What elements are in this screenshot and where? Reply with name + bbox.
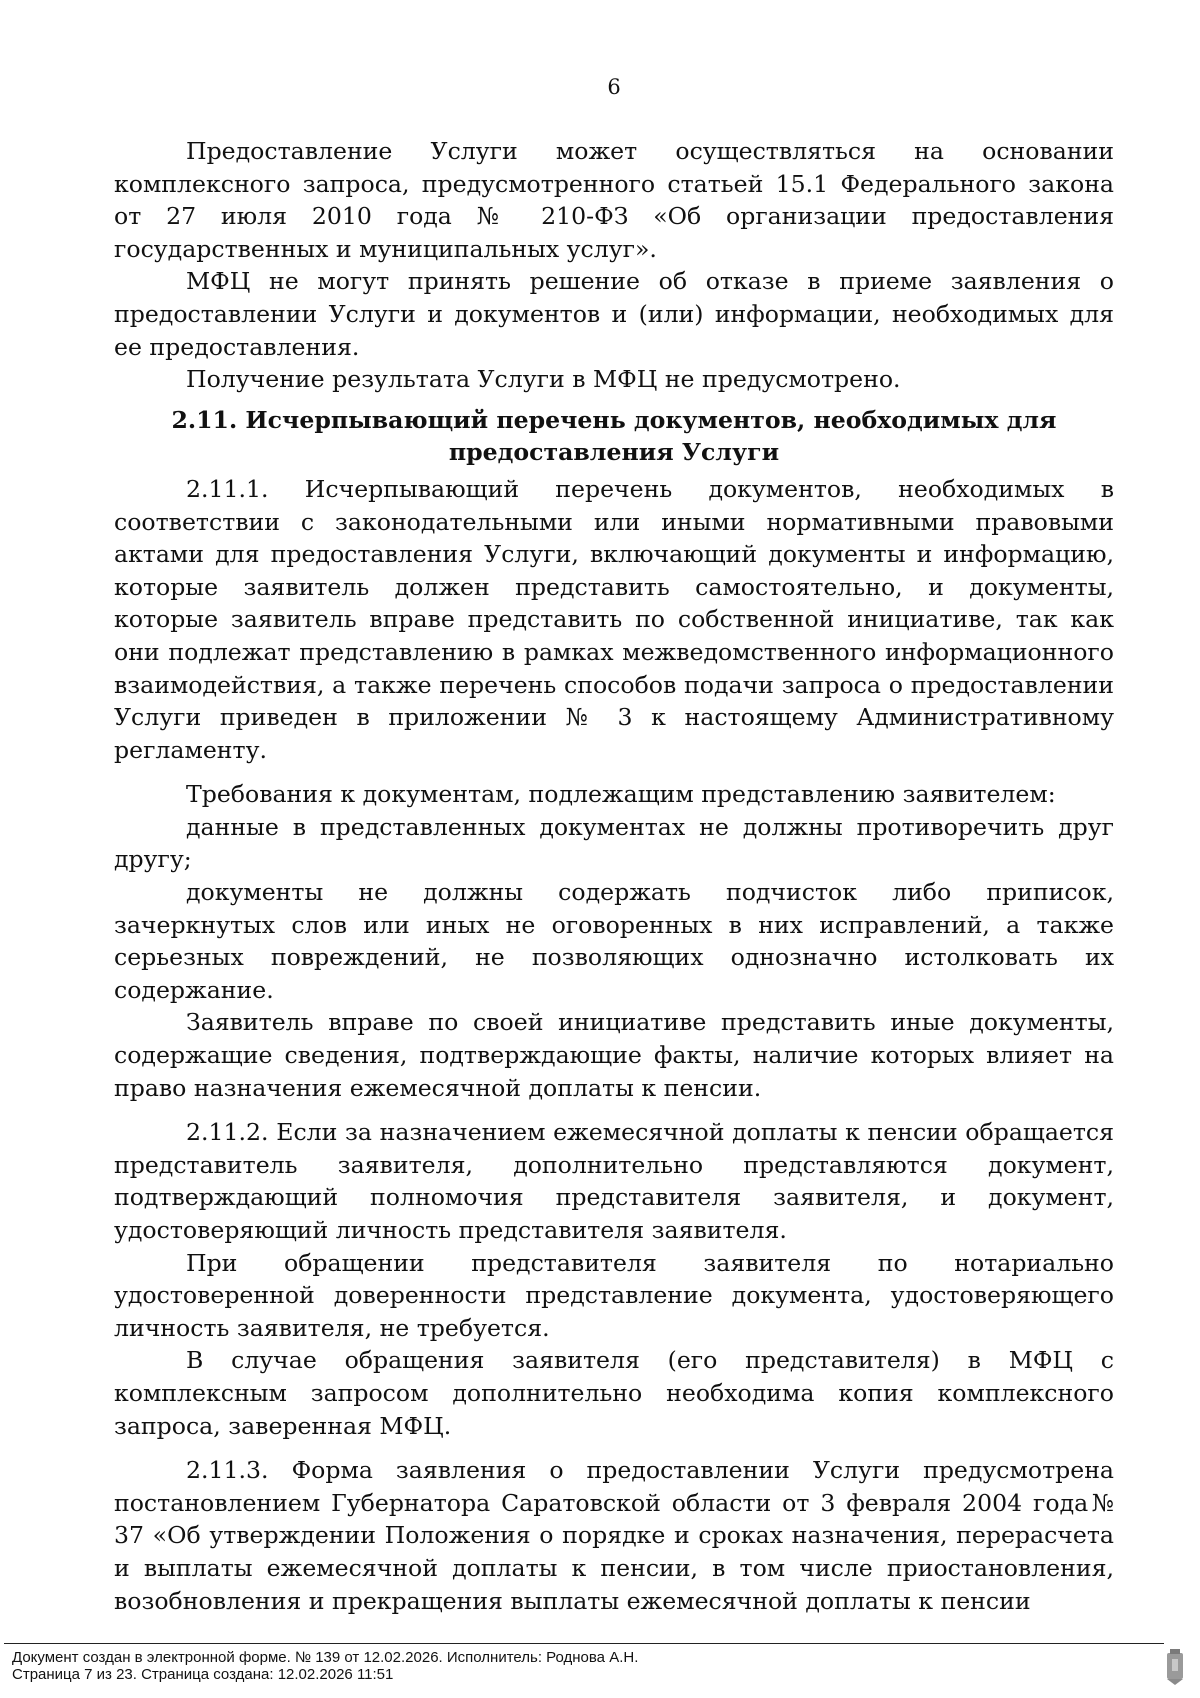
paragraph-mfc-refusal: МФЦ не могут принять решение об отказе в приеме заявления о предоставлении Услуги и документов и (или) информации, необходимых для ее предоставления. — [114, 267, 1114, 361]
page-number: 6 — [607, 75, 621, 99]
footer-page-info: Страница 7 из 23. Страница создана: 12.02.2026 11:51 — [12, 1666, 394, 1683]
paragraph-2-11-3: 2.11.3. Форма заявления о предоставлении Услуги предусмотрена постановлением Губернатора Саратовской области от 3 февраля 2004 года№ 37 «Об утверждении Положения о порядке и сроках назначения, перерасчета и выплаты ежемесячной доплаты к пенсии, в том числе приостановления, возобновления и прекращения выплаты ежемесячной доплаты к пенсии — [114, 1456, 1114, 1615]
paragraph-requirement-no-erasures: документы не должны содержать подчисток либо приписок, зачеркнутых слов или иных не оговоренных в них исправлений, а также серьезных повреждений, не позволяющих однозначно истолковать их содержание. — [114, 878, 1114, 1004]
footer-divider — [4, 1643, 1164, 1644]
paragraph-complex-request: Предоставление Услуги может осуществляться на основании комплексного запроса, предусмотренного статьей 15.1 Федерального закона от 27 июля 2010 года № 210-ФЗ «Об организации предоставления государственных и муниципальных услуг». — [114, 137, 1114, 263]
paragraph-2-11-2: 2.11.2. Если за назначением ежемесячной доплаты к пенсии обращается представитель заявителя, дополнительно представляются документ, подтверждающий полномочия представителя заявителя, и документ, удостоверяющий личность представителя заявителя. — [114, 1118, 1114, 1244]
paragraph-result-mfc: Получение результата Услуги в МФЦ не предусмотрено. — [186, 365, 901, 394]
paragraph-complex-request-copy: В случае обращения заявителя (его представителя) в МФЦ с комплексным запросом дополнительно необходима копия комплексного запроса, заверенная МФЦ. — [114, 1346, 1114, 1440]
paragraph-applicant-initiative: Заявитель вправе по своей инициативе представить иные документы, содержащие сведения, подтверждающие факты, наличие которых влияет на право назначения ежемесячной доплаты к пенсии. — [114, 1008, 1114, 1102]
section-heading-2-11: 2.11. Исчерпывающий перечень документов, необходимых для предоставления Услуги — [171, 405, 1057, 467]
emblem-icon — [1164, 1647, 1186, 1687]
document-body — [114, 135, 1114, 1617]
paragraph-requirement-consistency: данные в представленных документах не должны противоречить друг другу; — [114, 812, 1114, 874]
document-footer — [12, 1649, 1162, 1683]
paragraph-2-11-1: 2.11.1. Исчерпывающий перечень документов, необходимых в соответствии с законодательными или иными нормативными правовыми актами для предоставления Услуги, включающий документы и информацию, которые заявитель должен представить самостоятельно, и документы, которые заявитель вправе представить по собственной инициативе, так как они подлежат представлению в рамках межведомственного информационного взаимодействия, а также перечень способов подачи запроса о предоставлении Услуги приведен в приложении № 3 к настоящему Административному регламенту. — [114, 474, 1114, 764]
paragraph-requirements-intro: Требования к документам, подлежащим представлению заявителем: — [186, 780, 1056, 809]
footer-document-info: Документ создан в электронной форме. № 139 от 12.02.2026. Исполнитель: Роднова А.Н. — [12, 1649, 639, 1666]
paragraph-notarized-power: При обращении представителя заявителя по нотариально удостоверенной доверенности представление документа, удостоверяющего личность заявителя, не требуется. — [114, 1248, 1114, 1342]
